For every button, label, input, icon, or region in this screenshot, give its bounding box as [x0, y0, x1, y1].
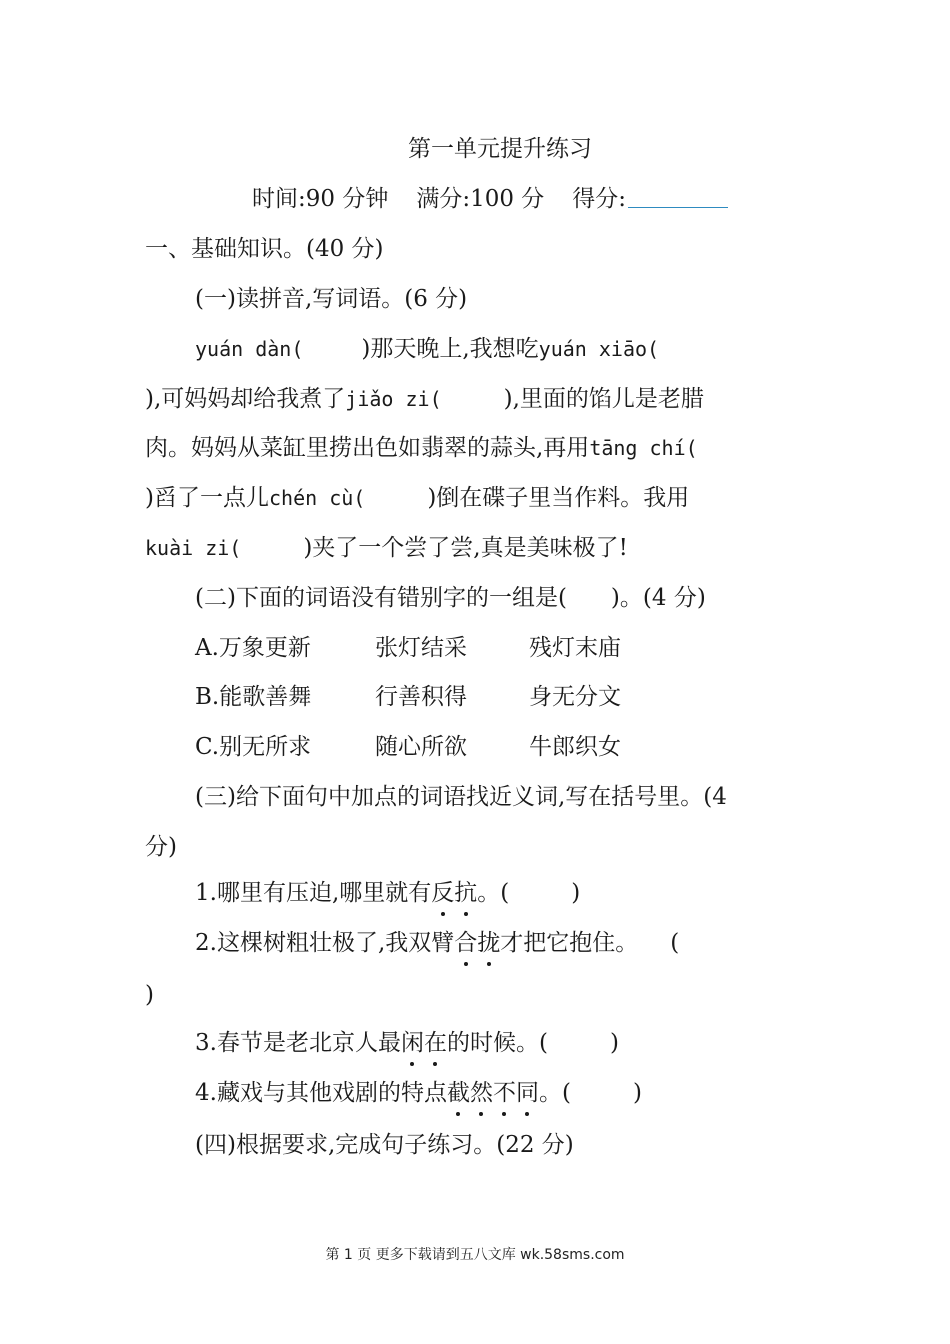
full-score-label: 满分:100 分 — [416, 186, 545, 212]
part3-item-4: 4.藏戏与其他戏剧的特点截然不同。( ) — [195, 1080, 642, 1106]
part2-heading: (二)下面的词语没有错别字的一组是( )。(4 分) — [195, 585, 706, 611]
exam-meta — [252, 184, 950, 214]
part1-heading: (一)读拼音,写词语。(6 分) — [195, 286, 468, 312]
score-blank[interactable] — [628, 185, 728, 208]
part3-item-2: 2.这棵树粗壮极了,我双臂合拢才把它抱住。 ( — [195, 930, 680, 956]
part3-item-1: 1.哪里有压迫,哪里就有反抗。( ) — [195, 880, 581, 906]
part1-line-5: kuài zi( )夹了一个尝了尝,真是美味极了! — [145, 535, 628, 561]
page-title: 第一单元提升练习 — [408, 136, 592, 162]
time-label: 时间:90 分钟 — [252, 186, 389, 212]
option-row-c: C.别无所求 随心所欲 牛郎织女 — [195, 734, 621, 760]
part3-heading: (三)给下面句中加点的词语找近义词,写在括号里。(4 — [195, 784, 727, 810]
score-label: 得分: — [572, 186, 627, 212]
part3-item-2-cont: ) — [145, 982, 154, 1008]
part4-heading: (四)根据要求,完成句子练习。(22 分) — [195, 1132, 574, 1158]
page-footer: 第 1 页 更多下载请到五八文库 wk.58sms.com — [325, 1247, 625, 1263]
part1-line-2: ),可妈妈却给我煮了jiǎo zi( ),里面的馅儿是老腊 — [145, 386, 704, 412]
part1-line-3: 肉。妈妈从菜缸里捞出色如翡翠的蒜头,再用tāng chí( — [145, 435, 698, 461]
option-row-b: B.能歌善舞 行善积得 身无分文 — [195, 684, 621, 710]
part1-line-4: )舀了一点儿chén cù( )倒在碟子里当作料。我用 — [145, 485, 690, 511]
section-heading-basics: 一、基础知识。(40 分) — [145, 236, 384, 262]
part1-line-1: yuán dàn( )那天晚上,我想吃yuán xiāo( — [195, 336, 660, 362]
part3-item-3: 3.春节是老北京人最闲在的时候。( ) — [195, 1030, 619, 1056]
option-row-a: A.万象更新 张灯结采 残灯末庙 — [195, 635, 621, 661]
part3-heading-cont: 分) — [145, 834, 177, 860]
